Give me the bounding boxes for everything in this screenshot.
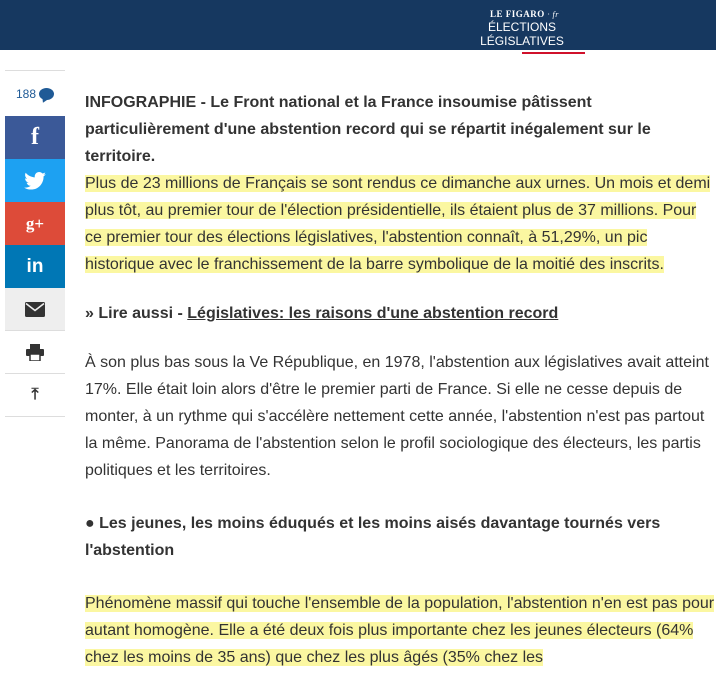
comment-count[interactable] [5,70,65,116]
brand-top: LE FIGARO · fr [490,9,559,19]
facebook-icon: f [31,124,39,150]
section-heading: ● Les jeunes, les moins éduqués et les moins aisés davantage tournés vers l'abstention [85,515,661,559]
brand-tricolor-rule [459,52,585,54]
print-button[interactable] [5,331,65,374]
highlighted-text: Phénomène massif qui touche l'ensemble de la population, l'abstention n'en est pas pour autant homogène. Elle a été deux fois plus importante chez les jeunes électeurs (64% chez les moins de 35 ans) que chez les plus âgés (35% chez les [85,595,715,666]
share-email-button[interactable] [5,288,65,331]
article-body [85,89,715,671]
back-to-top-icon: ⤒ [31,386,39,403]
comment-bubble-icon [39,88,54,100]
twitter-icon [24,172,46,190]
google-plus-icon: g+ [25,213,45,233]
printer-icon [26,344,44,361]
linkedin-icon: in [26,255,44,277]
article-paragraph [85,170,715,278]
see-also-link[interactable]: Législatives: les raisons d'une abstention record [187,305,559,322]
brand-section-title: ÉLECTIONS LÉGISLATIVES [480,20,564,48]
share-twitter-button[interactable] [5,159,65,202]
see-also-prefix: » Lire aussi - [85,305,188,322]
top-bar [0,0,716,50]
article-lead: INFOGRAPHIE - Le Front national et la France insoumise pâtissent particulièrement d'une abstention record qui se répartit inégalement sur le territoire. [85,94,651,165]
article-paragraph: À son plus bas sous la Ve République, en 1978, l'abstention aux législatives avait atteint 17%. Elle était loin alors d'être le premier parti de France. Si elle ne cesse depuis de monter, à un rythme qui s'accélère nettement cette année, l'abstention n'est pas partout la même. Panorama de l'abstention selon le profil sociologique des électeurs, les partis politiques et les territoires. [85,354,709,479]
article-paragraph [85,590,715,671]
share-facebook-button[interactable] [5,116,65,159]
share-bar [5,70,65,417]
share-linkedin-button[interactable] [5,245,65,288]
share-google-plus-button[interactable] [5,202,65,245]
envelope-icon [25,302,45,317]
see-also [85,300,715,327]
site-logo[interactable] [452,9,592,54]
back-to-top-button[interactable] [5,374,65,417]
comment-count-value: 188 [15,86,37,101]
highlighted-text: Plus de 23 millions de Français se sont rendus ce dimanche aux urnes. Un mois et demi plus tôt, au premier tour de l'élection présidentielle, ils étaient plus de 37 millions. Pour ce premier tour des élections législatives, l'abstention connaît, à 51,29%, un pic historique avec le franchissement de la barre symbolique de la moitié des inscrits. [85,175,711,273]
